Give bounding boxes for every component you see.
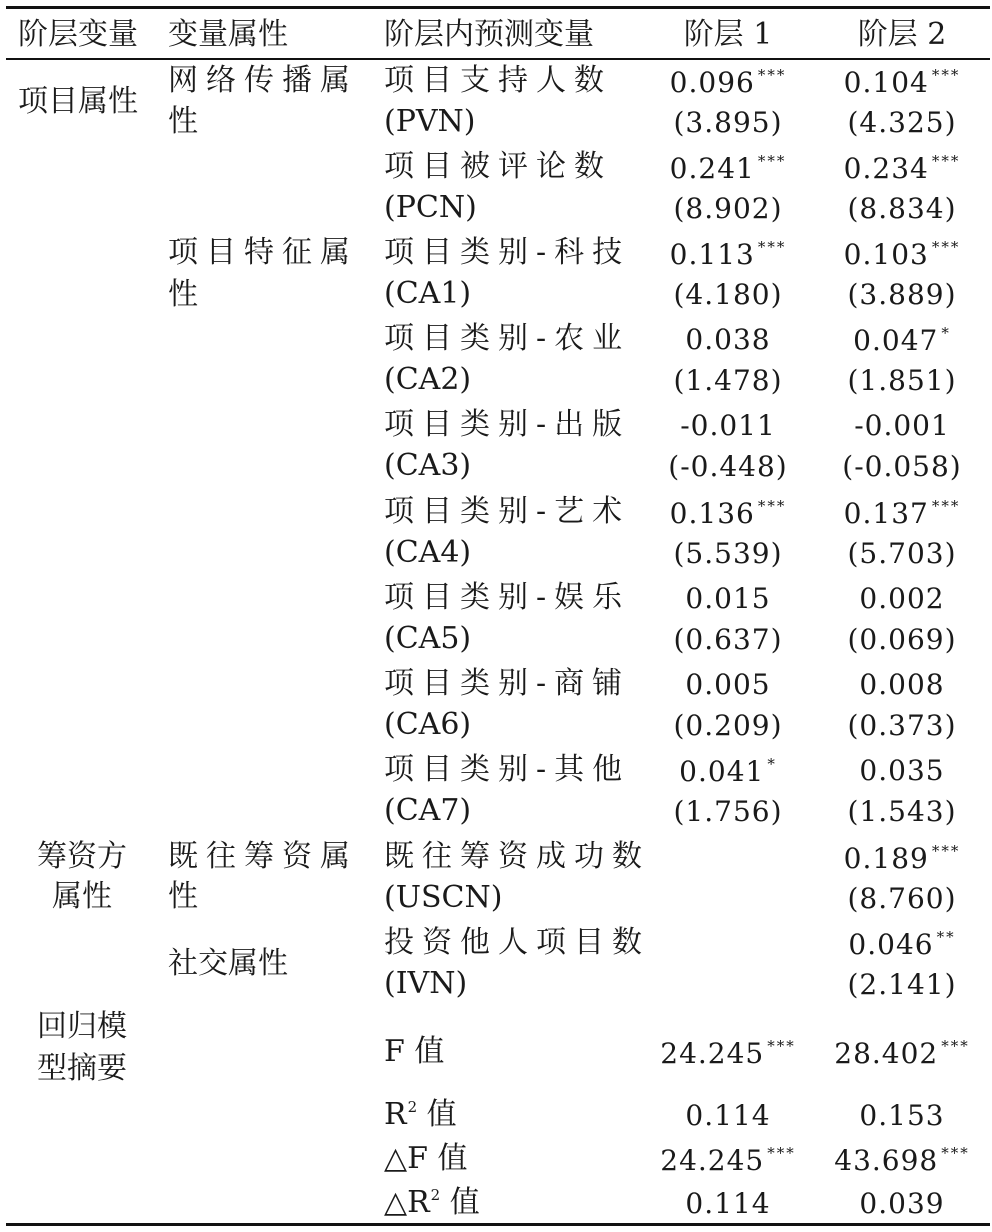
predictor-code: (IVN) <box>384 966 468 1001</box>
tier2-summary <box>859 1099 945 1132</box>
tier2-coef <box>853 326 951 355</box>
tier2-summary <box>859 1187 945 1220</box>
tier1-summary-value: 0.114 <box>685 1099 771 1132</box>
tier2-coef-value: 0.234 <box>843 152 929 185</box>
tier2-coef <box>859 754 945 787</box>
predictor-code: (PVN) <box>384 104 476 139</box>
tier1-coef-value: 0.005 <box>685 668 771 701</box>
summary-label-sup: 2 <box>407 1098 418 1116</box>
significance-stars: *** <box>931 497 961 515</box>
predictor-name: 项目类别-艺术 <box>384 494 631 529</box>
predictor-name: 项目类别-娱乐 <box>384 580 631 615</box>
predictor-code: (CA7) <box>384 793 472 828</box>
summary-label-post: 值 <box>440 1185 480 1220</box>
predictor-name: 项目支持人数 <box>384 63 612 98</box>
predictor-name: 项目类别-科技 <box>384 235 631 270</box>
summary-label-base: R <box>384 1097 407 1132</box>
tier1-tstat: (1.478) <box>673 364 783 397</box>
header-var-attr: 变量属性 <box>168 17 288 52</box>
significance-stars: *** <box>931 842 961 860</box>
tier2-coef <box>844 499 961 528</box>
predictor-name: 投资他人项目数 <box>384 925 650 960</box>
tier2-summary <box>834 1146 969 1175</box>
tier1-coef-value: 0.015 <box>685 582 771 615</box>
tier1-tstat: (1.756) <box>673 795 783 828</box>
predictor-code: (PCN) <box>384 190 477 225</box>
tier2-coef <box>844 68 961 97</box>
tier1-coef-value: 0.038 <box>685 323 771 356</box>
header-tier-1: 阶层 1 <box>683 17 773 52</box>
tier2-summary-value: 28.402 <box>834 1037 939 1070</box>
summary-label-base: R <box>407 1185 430 1220</box>
attr-label: 社交属性 <box>168 946 288 981</box>
tier2-coef <box>844 240 961 269</box>
header-predictor: 阶层内预测变量 <box>384 17 594 52</box>
tier2-coef <box>854 409 950 442</box>
tier2-coef <box>848 930 955 959</box>
significance-stars: *** <box>757 238 787 256</box>
tier2-coef-value: 0.103 <box>843 238 929 271</box>
tier1-coef-value: 0.096 <box>669 66 755 99</box>
tier1-summary <box>660 1039 795 1068</box>
tier1-coef-value: 0.136 <box>669 497 755 530</box>
summary-label <box>384 1141 468 1176</box>
tier2-tstat: (2.141) <box>847 968 957 1001</box>
tier2-coef-value: 0.189 <box>843 842 929 875</box>
significance-stars: * <box>767 755 777 773</box>
attr-label: 网络传播属 <box>168 63 358 98</box>
top-rule <box>6 6 990 9</box>
header-tier-var: 阶层变量 <box>18 17 138 52</box>
tier2-tstat: (1.543) <box>847 795 957 828</box>
tier2-summary-value: 0.153 <box>859 1099 945 1132</box>
summary-label <box>384 1034 445 1069</box>
tier1-coef <box>685 582 771 615</box>
tier-var-label: 项目属性 <box>18 84 138 119</box>
tier1-coef-value: -0.011 <box>680 409 776 442</box>
header-tier-2: 阶层 2 <box>857 17 947 52</box>
significance-stars: *** <box>941 1144 970 1162</box>
tier2-coef <box>844 154 961 183</box>
tier1-summary <box>660 1146 795 1175</box>
tier2-coef-value: 0.035 <box>859 754 945 787</box>
tier2-coef <box>844 844 961 873</box>
tier1-coef-value: 0.113 <box>669 238 755 271</box>
tier2-tstat: (1.851) <box>847 364 957 397</box>
tier-var-label: 筹资方 <box>37 839 127 874</box>
significance-stars: *** <box>767 1144 796 1162</box>
significance-stars: *** <box>757 66 787 84</box>
attr-label: 性 <box>168 879 198 914</box>
summary-label-base: F <box>407 1141 428 1176</box>
significance-stars: *** <box>931 238 961 256</box>
tier1-coef <box>685 323 771 356</box>
attr-label: 项目特征属 <box>168 235 358 270</box>
tier1-coef <box>670 68 787 97</box>
tier2-coef-value: 0.002 <box>859 582 945 615</box>
tier2-coef <box>859 668 945 701</box>
header-rule <box>6 58 990 60</box>
tier2-coef <box>859 582 945 615</box>
predictor-code: (CA4) <box>384 535 472 570</box>
attr-label: 性 <box>168 104 198 139</box>
tier2-tstat: (5.703) <box>847 537 957 570</box>
predictor-code: (CA5) <box>384 621 472 656</box>
summary-label <box>384 1097 457 1132</box>
tier2-coef-value: 0.008 <box>859 668 945 701</box>
significance-stars: * <box>941 324 951 342</box>
significance-stars: *** <box>931 152 961 170</box>
summary-label-pre: △ <box>384 1141 408 1176</box>
tier2-coef-value: 0.137 <box>843 497 929 530</box>
significance-stars: *** <box>931 66 961 84</box>
predictor-code: (CA1) <box>384 276 472 311</box>
tier2-coef-value: 0.104 <box>843 66 929 99</box>
tier1-tstat: (5.539) <box>673 537 783 570</box>
tier2-summary <box>834 1039 969 1068</box>
tier1-coef <box>670 240 787 269</box>
significance-stars: *** <box>941 1037 970 1055</box>
tier-var-label: 回归模 <box>37 1009 127 1044</box>
tier-var-label: 型摘要 <box>37 1051 127 1086</box>
predictor-code: (CA2) <box>384 362 472 397</box>
summary-label-post: 值 <box>427 1141 468 1176</box>
predictor-name: 项目被评论数 <box>384 149 612 184</box>
bottom-rule <box>6 1223 990 1226</box>
tier2-summary-value: 43.698 <box>834 1144 939 1177</box>
predictor-code: (CA6) <box>384 707 472 742</box>
tier1-tstat: (8.902) <box>673 192 783 225</box>
tier1-summary-value: 24.245 <box>660 1037 765 1070</box>
tier2-coef-value: -0.001 <box>854 409 950 442</box>
tier1-tstat: (3.895) <box>673 106 783 139</box>
summary-label-pre: △ <box>384 1185 408 1220</box>
significance-stars: *** <box>767 1037 796 1055</box>
summary-label-post: 值 <box>404 1034 445 1069</box>
summary-label <box>384 1185 480 1220</box>
predictor-name: 项目类别-农业 <box>384 321 631 356</box>
tier-var-label: 属性 <box>52 879 112 914</box>
predictor-name: 项目类别-其他 <box>384 752 631 787</box>
tier1-coef-value: 0.041 <box>679 755 765 788</box>
tier2-tstat: (3.889) <box>847 278 957 311</box>
predictor-name: 项目类别-出版 <box>384 407 631 442</box>
summary-label-post: 值 <box>417 1097 457 1132</box>
tier2-tstat: (0.069) <box>847 623 957 656</box>
tier2-tstat: (8.834) <box>847 192 957 225</box>
significance-stars: *** <box>757 152 787 170</box>
tier2-tstat: (8.760) <box>847 882 957 915</box>
tier1-tstat: (0.637) <box>673 623 783 656</box>
tier1-coef-value: 0.241 <box>669 152 755 185</box>
tier2-coef-value: 0.046 <box>848 928 934 961</box>
tier2-tstat: (0.373) <box>847 709 957 742</box>
tier1-summary <box>685 1187 771 1220</box>
attr-label: 既往筹资属 <box>168 839 358 874</box>
tier1-summary-value: 24.245 <box>660 1144 765 1177</box>
tier1-tstat: (-0.448) <box>668 450 788 483</box>
significance-stars: *** <box>757 497 787 515</box>
tier1-coef <box>670 154 787 183</box>
predictor-name: 项目类别-商铺 <box>384 666 631 701</box>
predictor-code: (CA3) <box>384 448 472 483</box>
attr-label: 性 <box>168 277 198 312</box>
summary-label-base: F <box>384 1034 405 1069</box>
summary-label-sup: 2 <box>430 1186 441 1204</box>
tier1-tstat: (0.209) <box>673 709 783 742</box>
tier2-tstat: (-0.058) <box>842 450 962 483</box>
predictor-name: 既往筹资成功数 <box>384 839 650 874</box>
tier2-coef-value: 0.047 <box>853 324 939 357</box>
tier1-coef <box>685 668 771 701</box>
tier1-tstat: (4.180) <box>673 278 783 311</box>
tier1-coef <box>679 757 777 786</box>
predictor-code: (USCN) <box>384 880 503 915</box>
tier2-tstat: (4.325) <box>847 106 957 139</box>
tier1-summary <box>685 1099 771 1132</box>
tier1-summary-value: 0.114 <box>685 1187 771 1220</box>
tier1-coef <box>670 499 787 528</box>
tier2-summary-value: 0.039 <box>859 1187 945 1220</box>
significance-stars: ** <box>936 928 956 946</box>
tier1-coef <box>680 409 776 442</box>
